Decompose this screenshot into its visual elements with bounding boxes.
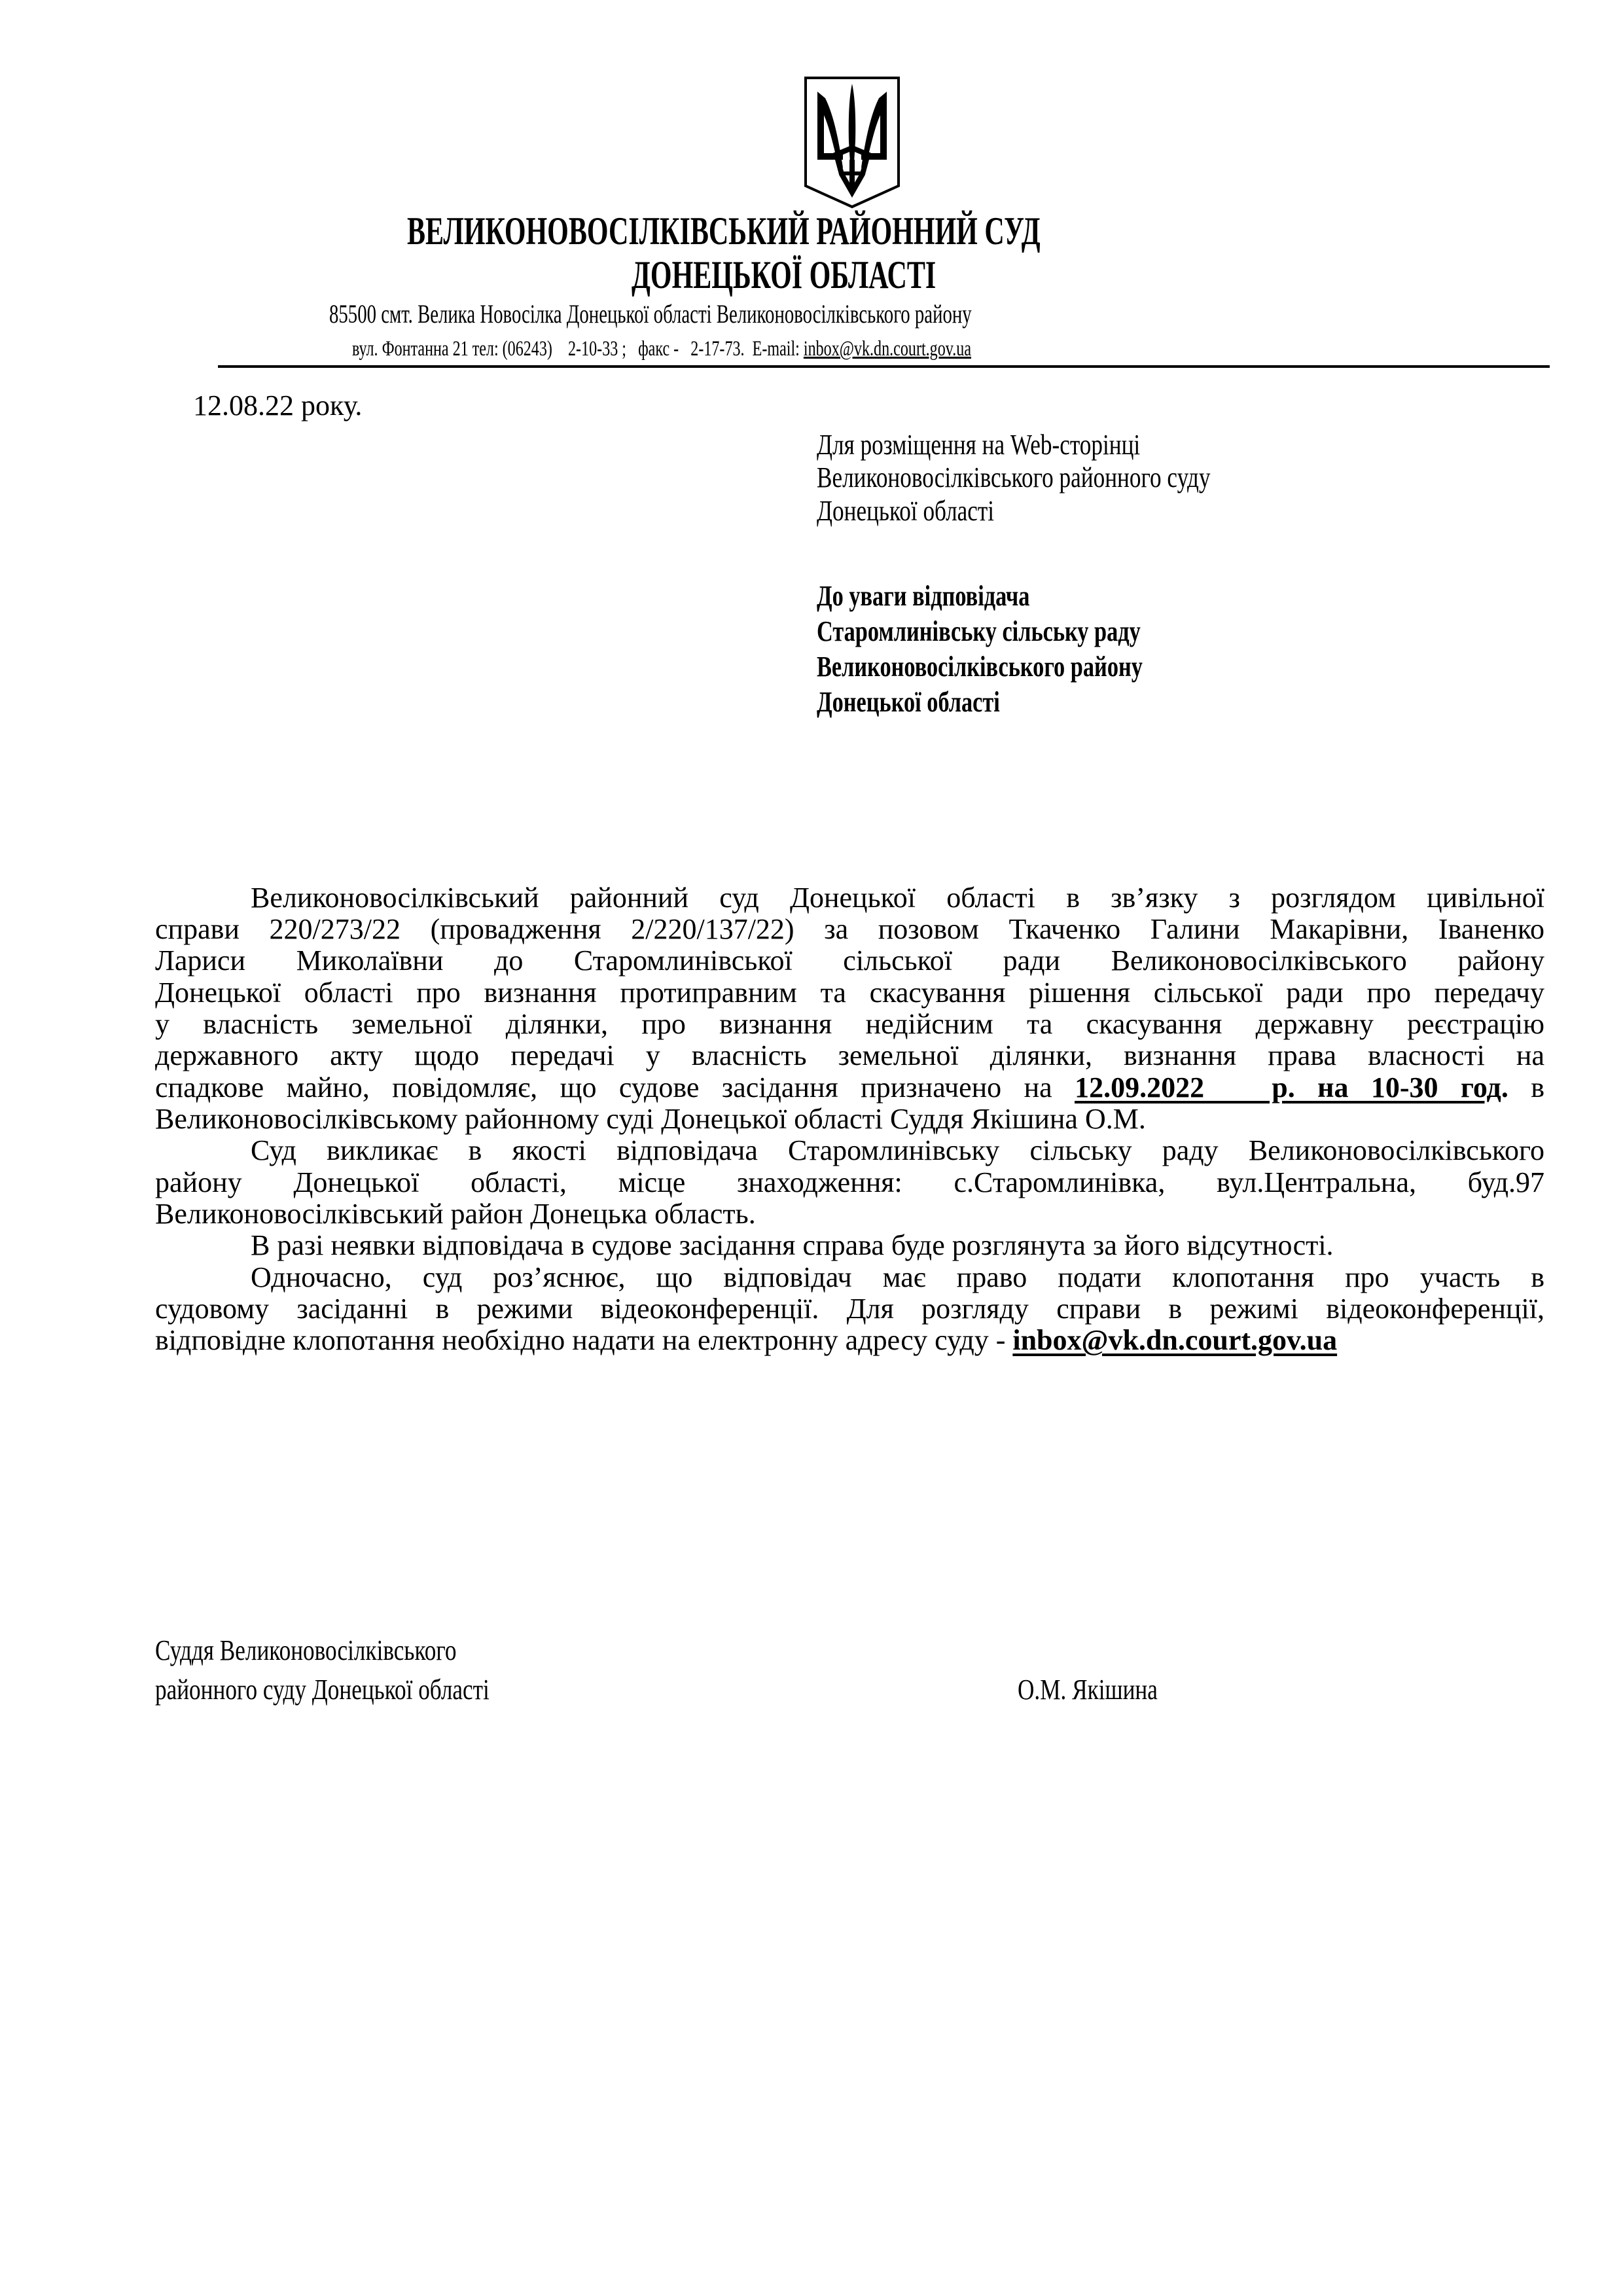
addressee-line: Старомлинівську сільську раду xyxy=(817,615,1141,647)
court-address-line1: 85500 смт. Велика Новосілка Донецької області Великоновосілківського району xyxy=(329,299,972,329)
court-email-link[interactable]: inbox@vk.dn.court.gov.ua xyxy=(803,337,972,361)
hearing-datetime: 12.09.2022 р. на 10-30 год xyxy=(1075,1071,1501,1103)
body-line: В разі неявки відповідача в судове засідання справа буде розглянута за його відсутності. xyxy=(251,1229,1334,1261)
court-email-link-body[interactable]: inbox@vk.dn.court.gov.ua xyxy=(1012,1324,1338,1356)
body-line: Великоновосілківський районний суд Донецької області в зв’язку з розглядом цивільної xyxy=(251,882,1544,914)
placement-note-line: Великоновосілківського районного суду xyxy=(817,461,1211,493)
body-line: району Донецької області, місце знаходження: с.Старомлинівка, вул.Центральна, буд.97 xyxy=(155,1166,1544,1198)
body-text: відповідне клопотання необхідно надати на електронну адресу суду - xyxy=(155,1324,1013,1356)
body-line: Одночасно, суд роз’яснює, що відповідач має право подати клопотання про участь в xyxy=(251,1261,1544,1293)
body-text: в xyxy=(1508,1071,1545,1103)
signature-title-line2: районного суду Донецької області xyxy=(155,1674,490,1706)
court-contacts-line xyxy=(352,338,971,360)
body-line-email xyxy=(155,1326,1544,1355)
addressee-line: До уваги відповідача xyxy=(817,580,1030,612)
body-line: справи 220/273/22 (провадження 2/220/137/22) за позовом Ткаченко Галини Макарівни, Іваненко xyxy=(155,913,1544,945)
coat-of-arms-icon xyxy=(804,76,901,209)
signature-title-line1: Суддя Великоновосілківського xyxy=(155,1634,457,1666)
body-line: у власність земельної ділянки, про визнання недійсним та скасування державну реєстрацію xyxy=(155,1008,1544,1040)
body-line-hearing xyxy=(155,1073,1544,1102)
hearing-period: . xyxy=(1501,1071,1508,1103)
body-line: державного акту щодо передачі у власність земельної ділянки, визнання права власності на xyxy=(155,1039,1544,1071)
placement-note-line: Донецької області xyxy=(817,495,995,527)
body-line: Донецької області про визнання протиправним та скасування рішення сільської ради про передачу xyxy=(155,977,1544,1009)
addressee-line: Великоновосілківського району xyxy=(817,651,1143,683)
header-divider xyxy=(218,365,1550,368)
signature-name: О.М. Якішина xyxy=(1018,1674,1158,1706)
court-name-line1: ВЕЛИКОНОВОСІЛКІВСЬКИЙ РАЙОННИЙ СУД xyxy=(407,209,1041,253)
body-text: спадкове майно, повідомляє, що судове засідання призначено на xyxy=(155,1071,1075,1103)
body-line: Великоновосілківському районному суді Донецької області Суддя Якішина О.М. xyxy=(155,1103,1146,1135)
court-name-line2: ДОНЕЦЬКОЇ ОБЛАСТІ xyxy=(632,253,936,296)
placement-note-line: Для розміщення на Web-сторінці xyxy=(817,429,1141,461)
court-contacts-text: вул. Фонтанна 21 тел: (06243) 2-10-33 ; факс - 2-17-73. E-mail: xyxy=(352,337,804,361)
letter-date: 12.08.22 року. xyxy=(193,389,363,422)
body-line: судовому засіданні в режими відеоконференції. Для розгляду справи в режимі відеоконференції, xyxy=(155,1293,1544,1325)
body-line: Лариси Миколаївни до Старомлинівської сільської ради Великоновосілківського району xyxy=(155,944,1544,977)
body-line: Великоновосілківський район Донецька область. xyxy=(155,1198,756,1230)
addressee-line: Донецької області xyxy=(817,686,1000,718)
body-line: Суд викликає в якості відповідача Старомлинівську сільську раду Великоновосілківського xyxy=(251,1134,1544,1166)
